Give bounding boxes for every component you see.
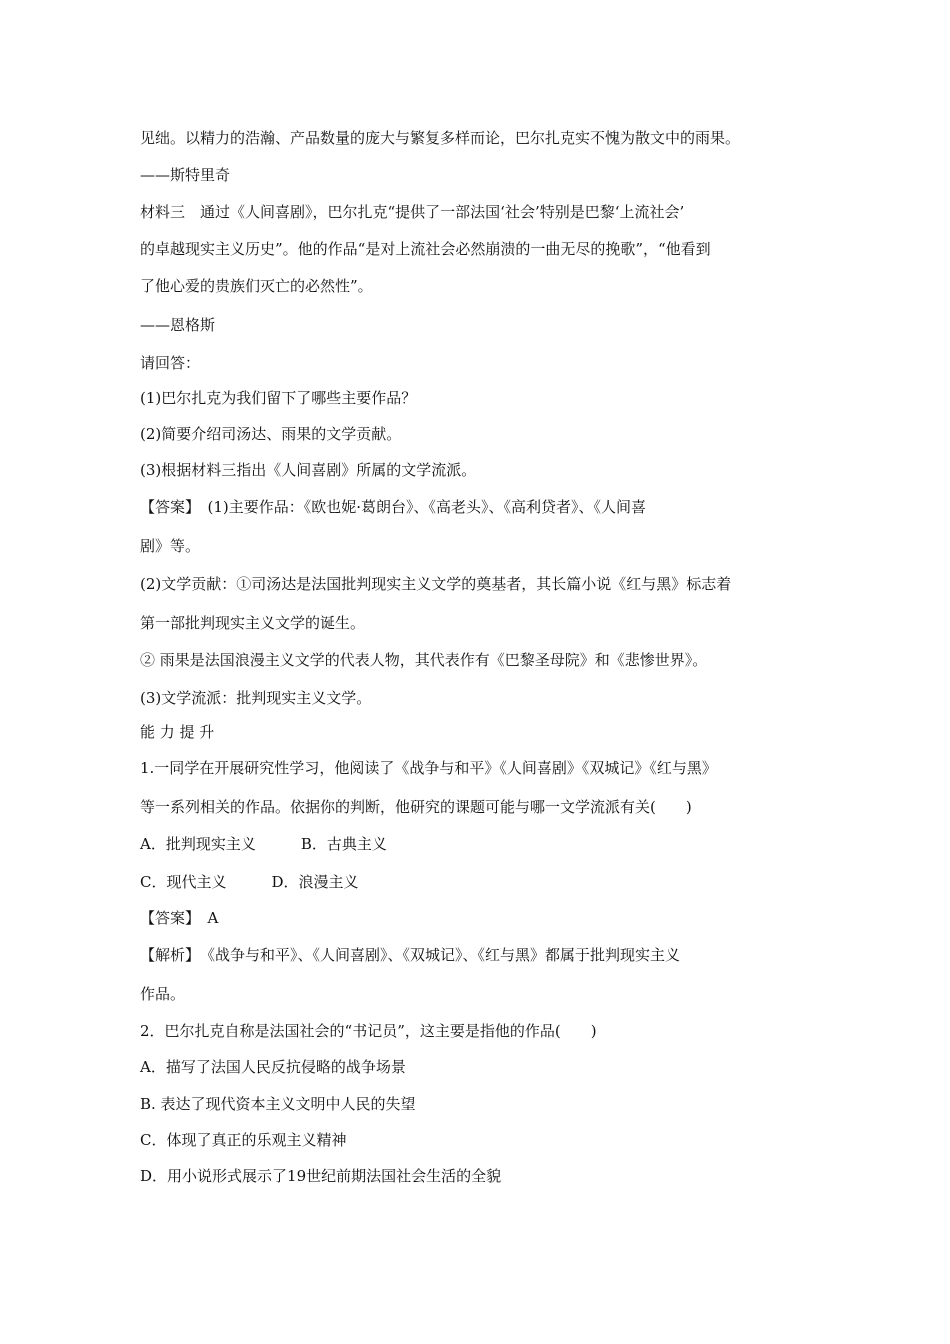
option-line: D．用小说形式展示了19世纪前期法国社会生活的全貌 — [140, 1167, 502, 1185]
text-line: 剧》等。 — [140, 537, 201, 555]
text-line: (3)根据材料三指出《人间喜剧》所属的文学流派。 — [140, 461, 477, 479]
text-line: 材料三 通过《人间喜剧》，巴尔扎克“提供了一部法国‘社会’特别是巴黎‘上流社会’ — [140, 203, 685, 221]
text-line: 作品。 — [140, 985, 186, 1003]
option-line: C．现代主义 D．浪漫主义 — [140, 873, 359, 891]
section-heading: 能 力 提 升 — [140, 723, 215, 741]
text-line: 见绌。以精力的浩瀚、产品数量的庞大与繁复多样而论，巴尔扎克实不愧为散文中的雨果。 — [140, 129, 741, 147]
text-line: (2)文学贡献：①司汤达是法国批判现实主义文学的奠基者，其长篇小说《红与黑》标志着 — [140, 575, 732, 593]
text-line: 请回答： — [140, 354, 201, 372]
analysis-line: 【解析】 《战争与和平》、《人间喜剧》、《双城记》、《红与黑》都属于批判现实主义 — [140, 946, 681, 964]
text-line: 的卓越现实主义历史”。他的作品“是对上流社会必然崩溃的一曲无尽的挽歌”，“他看到 — [140, 240, 711, 258]
option-line: A．描写了法国人民反抗侵略的战争场景 — [140, 1058, 406, 1076]
text-line: ——恩格斯 — [140, 316, 216, 334]
text-line: (2)简要介绍司汤达、雨果的文学贡献。 — [140, 425, 402, 443]
question-line: 等一系列相关的作品。依据你的判断，他研究的课题可能与哪一文学流派有关( ) — [140, 798, 692, 816]
question-line: 2．巴尔扎克自称是法国社会的“书记员”，这主要是指他的作品( ) — [140, 1022, 597, 1040]
text-line: ② 雨果是法国浪漫主义文学的代表人物，其代表作有《巴黎圣母院》和《悲惨世界》。 — [140, 651, 708, 669]
option-line: C．体现了真正的乐观主义精神 — [140, 1131, 347, 1149]
text-line: ——斯特里奇 — [140, 166, 231, 184]
option-line: A．批判现实主义 B．古典主义 — [140, 835, 387, 853]
option-line: B. 表达了现代资本主义文明中人民的失望 — [140, 1095, 416, 1113]
answer-line: 【答案】 (1)主要作品：《欧也妮·葛朗台》、《高老头》、《高利贷者》、《人间喜 — [140, 498, 647, 516]
text-line: (3)文学流派：批判现实主义文学。 — [140, 689, 372, 707]
question-line: 1.一同学在开展研究性学习，他阅读了《战争与和平》《人间喜剧》《双城记》《红与黑》 — [140, 759, 717, 777]
answer-line: 【答案】 A — [140, 909, 219, 927]
text-line: 了他心爱的贵族们灭亡的必然性”。 — [140, 277, 373, 295]
text-line: (1)巴尔扎克为我们留下了哪些主要作品？ — [140, 389, 417, 407]
text-line: 第一部批判现实主义文学的诞生。 — [140, 614, 366, 632]
